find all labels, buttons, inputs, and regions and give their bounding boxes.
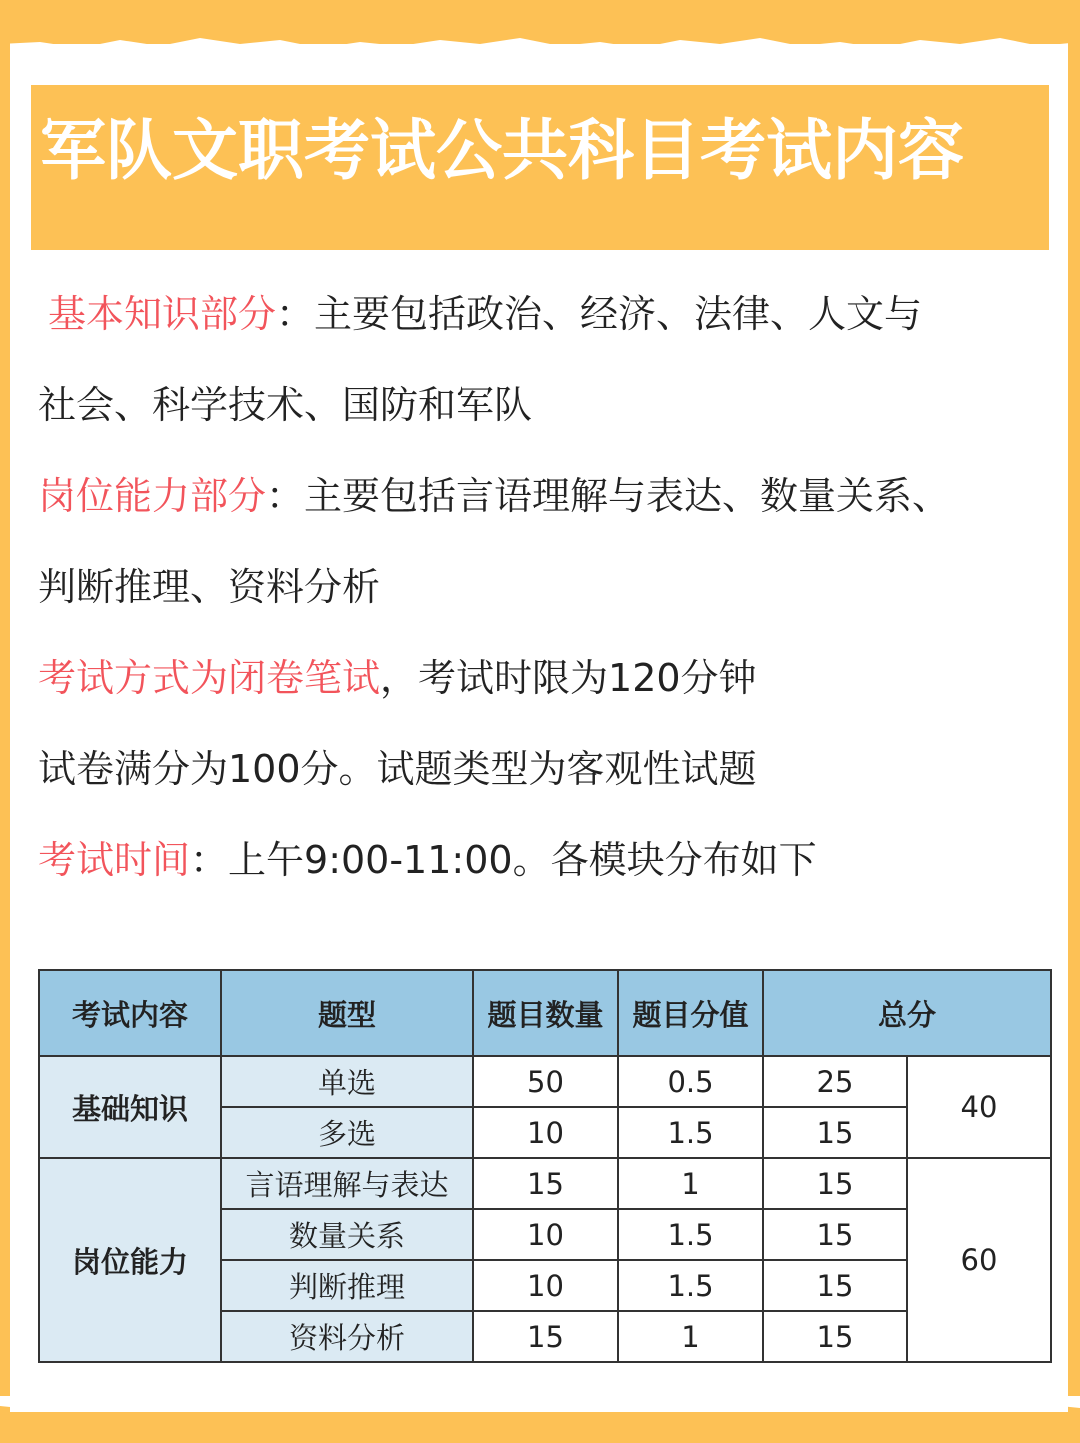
highlight-basic-knowledge: 基本知识部分 [48,292,277,336]
type-cell: 数量关系 [221,1209,473,1260]
header-type: 题型 [221,970,473,1056]
subtotal-cell: 15 [763,1209,907,1260]
paragraph-job-ability [38,474,951,518]
type-cell: 多选 [221,1107,473,1158]
paragraph-exam-format-cont: 试卷满分为100分。试题类型为客观性试题 [38,747,757,791]
score-cell: 1.5 [618,1209,763,1260]
table-row [39,1056,1051,1107]
text-exam-format: ，考试时限为120分钟 [380,656,757,700]
torn-paper-edge-top [0,28,1080,68]
torn-paper-edge-bottom [0,1396,1080,1418]
group-total-cell: 40 [907,1056,1051,1158]
table-header-row [39,970,1051,1056]
type-cell: 单选 [221,1056,473,1107]
subtotal-cell: 15 [763,1260,907,1311]
type-cell: 资料分析 [221,1311,473,1362]
subtotal-cell: 15 [763,1158,907,1209]
highlight-job-ability: 岗位能力部分 [38,474,267,518]
score-cell: 0.5 [618,1056,763,1107]
highlight-exam-time: 考试时间 [38,838,191,882]
score-cell: 1 [618,1311,763,1362]
score-cell: 1.5 [618,1107,763,1158]
subtotal-cell: 15 [763,1107,907,1158]
score-cell: 1 [618,1158,763,1209]
text-job-ability: ：主要包括言语理解与表达、数量关系、 [266,474,951,518]
count-cell: 10 [473,1107,618,1158]
header-score: 题目分值 [618,970,763,1056]
page-title: 军队文职考试公共科目考试内容 [40,112,964,189]
paragraph-exam-time [38,838,817,882]
score-cell: 1.5 [618,1260,763,1311]
frame-left [0,0,10,1443]
text-exam-time: ：上午9:00-11:00。各模块分布如下 [190,838,817,882]
highlight-exam-format: 考试方式为闭卷笔试 [38,656,381,700]
paragraph-job-ability-cont: 判断推理、资料分析 [38,565,381,609]
frame-right [1068,0,1080,1443]
count-cell: 10 [473,1209,618,1260]
table-row [39,1158,1051,1209]
category-cell: 岗位能力 [39,1158,221,1362]
category-cell: 基础知识 [39,1056,221,1158]
paragraph-basic-knowledge [48,292,923,336]
paragraph-exam-format [38,656,757,700]
header-count: 题目数量 [473,970,618,1056]
count-cell: 50 [473,1056,618,1107]
type-cell: 判断推理 [221,1260,473,1311]
type-cell: 言语理解与表达 [221,1158,473,1209]
count-cell: 15 [473,1311,618,1362]
group-total-cell: 60 [907,1158,1051,1362]
header-total: 总分 [763,970,1051,1056]
header-content: 考试内容 [39,970,221,1056]
exam-structure-table [38,969,1052,1363]
count-cell: 15 [473,1158,618,1209]
paragraph-basic-knowledge-cont: 社会、科学技术、国防和军队 [38,383,533,427]
subtotal-cell: 25 [763,1056,907,1107]
subtotal-cell: 15 [763,1311,907,1362]
count-cell: 10 [473,1260,618,1311]
text-basic-knowledge: ：主要包括政治、经济、法律、人文与 [276,292,923,336]
